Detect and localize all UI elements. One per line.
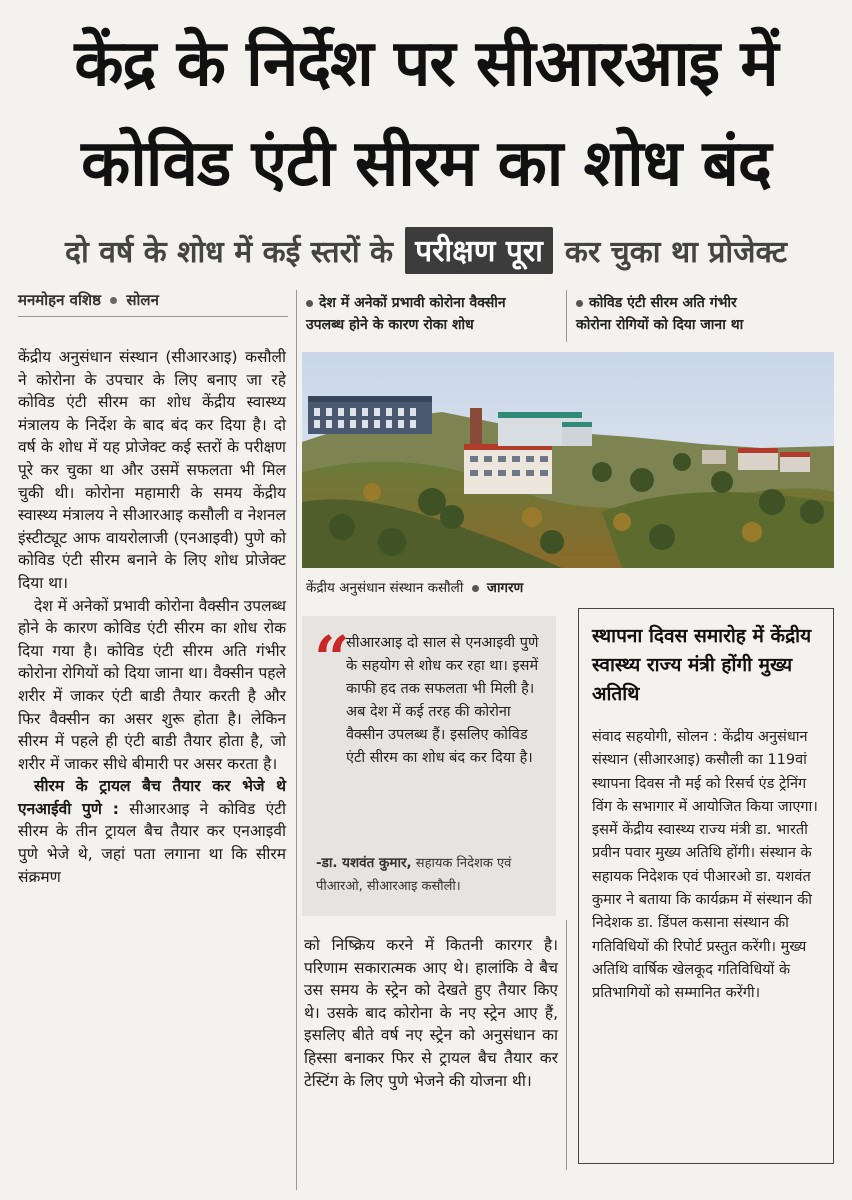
article-column-2 [304, 934, 558, 1092]
photo-caption [306, 578, 523, 596]
institute-photo [302, 352, 834, 568]
quote-author-role: सहायक निदेशक एवं पीआरओ, सीआरआइ कसौली। [316, 856, 512, 894]
column-divider [566, 290, 567, 342]
article-column-1 [18, 346, 286, 888]
caption-text: केंद्रीय अनुसंधान संस्थान कसौली [306, 580, 464, 596]
article-paragraph: देश में अनेकों प्रभावी कोरोना वैक्सीन उपलब्ध होने के कारण कोविड एंटी सीरम का शोध रोक दिया गया है। कोविड एंटी सीरम अति गंभीर कोरोना रोगियों को दिया जाना था। वैक्सीन पहले शरीर में जाकर एंटी बाडी तैयार करती है और फिर वैक्सीन का असर शुरू होता है। लेकिन सीरम में पहले ही एंटी बाडी तैयार होता है, जो शरीर में जाकर सीधे बीमारी पर असर करता है। [18, 596, 286, 773]
article-paragraph: को निष्क्रिय करने में कितनी कारगर है। परिणाम सकारात्मक आए थे। हालांकि वे बैच उस समय के स्ट्रेन को देखते हुए तैयार किए थे। उसके बाद कोरोना के नए स्ट्रेन आए हैं, इसलिए बीते वर्ष नए स्ट्रेन को अनुसंधान का हिस्सा बनाकर फिर से ट्रायल बैच तैयार कर टेस्टिंग के लिए पुणे भेजने की योजना थी। [304, 936, 558, 1090]
bullet-dot-icon [472, 585, 479, 592]
headline-line-1: केंद्र के निर्देश पर सीआरआइ में [74, 27, 778, 101]
article-paragraph: केंद्रीय अनुसंधान संस्थान (सीआरआइ) कसौली ने कोरोना के उपचार के लिए बनाए जा रहे कोविड एंटी सीरम का शोध केंद्रीय स्वास्थ्य मंत्रालय के निर्देश के बाद बंद कर दिया है। दो वर्ष के शोध में यह प्रोजेक्ट कई स्तरों के परीक्षण पूरे कर चुका था और उसमें सफलता भी मिल चुकी थी। कोरोना महामारी के समय केंद्रीय स्वास्थ्य मंत्रालय ने सीआरआइ कसौली व नेशनल इंस्टीट्यूट आफ वायरोलाजी (एनआइवी) पुणे को कोविड एंटी सीरम बनाने के लिए शोध प्रोजेक्ट दिया था। [18, 348, 286, 592]
sidebar-body [592, 726, 824, 1006]
caption-source: जागरण [486, 580, 524, 596]
subhead-before: दो वर्ष के शोध में कई स्तरों के [65, 234, 394, 270]
highlight-note-1: देश में अनेकों प्रभावी कोरोना वैक्सीन उपलब्ध होने के कारण रोका शोध [306, 295, 506, 333]
bullet-dot-icon [306, 300, 313, 307]
sidebar-text: केंद्रीय अनुसंधान संस्थान (सीआरआइ) कसौली का 119वां स्थापना दिवस नौ मई को रिसर्च एंड ट्रेनिंग विंग के सभागार में आयोजित किया जाएगा। इसमें केंद्रीय स्वास्थ्य राज्य मंत्री डा. भारती प्रवीन पवार मुख्य अतिथि होंगी। संस्थान के सहायक निदेशक एवं पीआरओ डा. यशवंत कुमार ने बताया कि कार्यक्रम में संस्थान की निदेशक डा. डिंपल कसाना संस्थान की गतिविधियों की रिपोर्ट प्रस्तुत करेंगी। मुख्य अतिथि वार्षिक खेलकूद गतिविधियों के प्रतिभागियों को सम्मानित करेंगी। [592, 729, 818, 1002]
bullet-dot-icon [576, 300, 583, 307]
quote-mark-icon: “ [314, 622, 350, 695]
quote-author-name: -डा. यशवंत कुमार, [316, 855, 412, 871]
sidebar-title: स्थापना दिवस समारोह में केंद्रीय स्वास्थ्य राज्य मंत्री होंगी मुख्य अतिथि [592, 625, 812, 705]
quote-author [316, 852, 546, 898]
headline [14, 14, 838, 214]
quote-text: सीआरआइ दो साल से एनआइवी पुणे के सहयोग से शोध कर रहा था। इसमें काफी हद तक सफलता भी मिली है। अब देश में कई तरह की कोरोना वैक्सीन उपलब्ध हैं। इसलिए कोविड एंटी सीरम का शोध बंद कर दिया है। [346, 635, 539, 766]
column-divider [296, 290, 297, 1190]
hill-campus-image [302, 352, 834, 568]
article-paragraph: सीआरआइ ने कोविड एंटी सीरम के तीन ट्रायल बैच तैयार कर एनआइवी पुणे भेजे थे, जहां पता लगाना था कि सीरम संक्रमण [18, 799, 286, 886]
column-divider [566, 920, 567, 1170]
subhead-after: कर चुका था प्रोजेक्ट [564, 234, 787, 270]
byline-author: मनमोहन वशिष्ठ [18, 291, 101, 309]
sidebar-dateline: संवाद सहयोगी, सोलन : [592, 729, 718, 745]
highlight-note-2: कोविड एंटी सीरम अति गंभीर कोरोना रोगियों को दिया जाना था [576, 295, 744, 333]
subhead-highlight: परीक्षण पूरा [405, 227, 553, 274]
divider [18, 316, 288, 317]
byline [18, 290, 288, 310]
article-subheading: सीरम के ट्रायल बैच तैयार कर भेजे थे एनआईवी पुणे : [18, 777, 286, 818]
bullet-dot-icon [110, 297, 117, 304]
byline-place: सोलन [126, 291, 159, 309]
subheadline [14, 222, 838, 278]
headline-line-2: कोविड एंटी सीरम का शोध बंद [81, 127, 771, 201]
